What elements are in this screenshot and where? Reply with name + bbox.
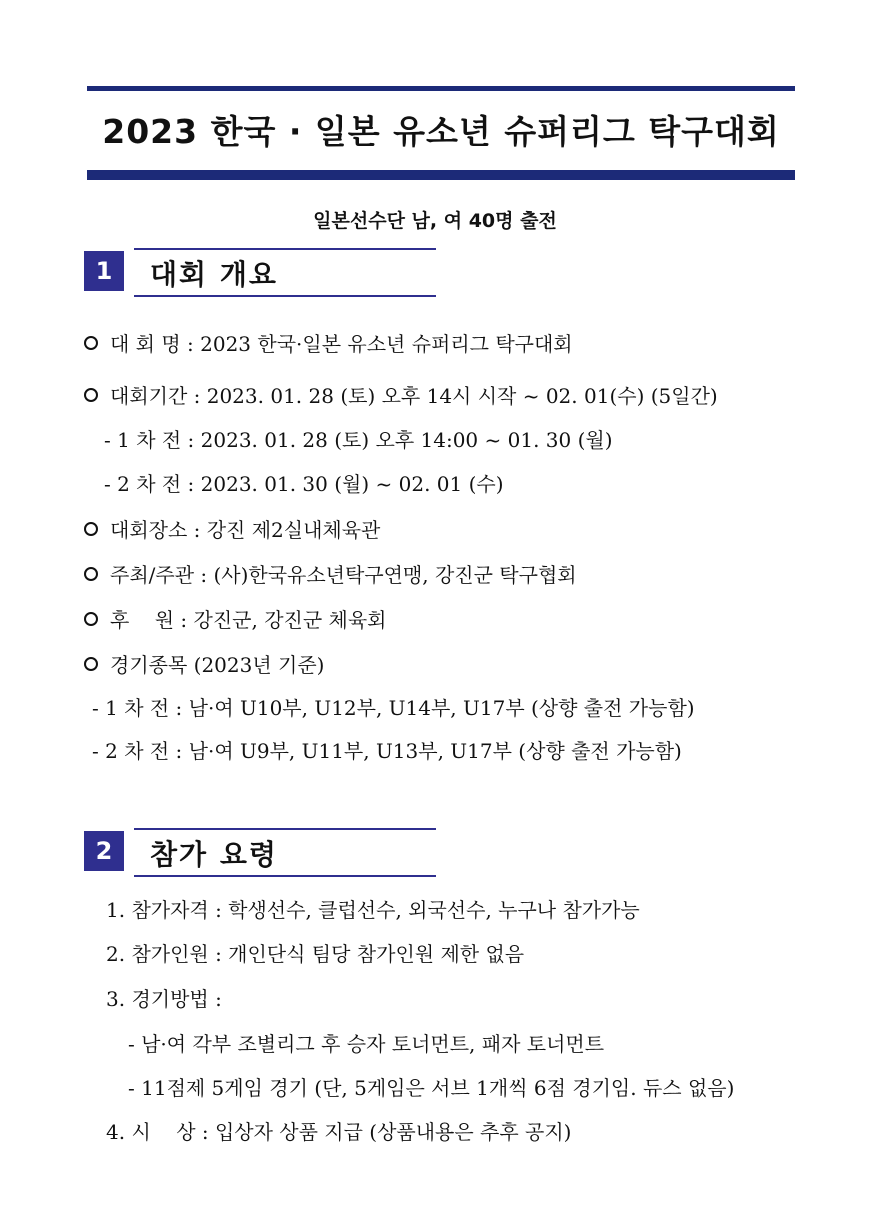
overview-subitem-round2: - 2 차 전 : 2023. 01. 30 (월) ~ 02. 01 (수) bbox=[104, 472, 504, 496]
participation-item-eligibility: 1. 참가자격 : 학생선수, 클럽선수, 외국선수, 누구나 참가가능 bbox=[106, 898, 640, 922]
section-number-badge: 1 bbox=[84, 251, 124, 291]
section-header-bottom-line bbox=[134, 295, 436, 297]
overview-item-sponsor: 후 원 : 강진군, 강진군 체육회 bbox=[84, 606, 386, 634]
overview-item-period: 대회기간 : 2023. 01. 28 (토) 오후 14시 시작 ~ 02. 01(수) (5일간) bbox=[84, 382, 718, 410]
section-number-badge: 2 bbox=[84, 831, 124, 871]
title-top-rule bbox=[87, 86, 795, 91]
participation-item-awards: 4. 시 상 : 입상자 상품 지급 (상품내용은 추후 공지) bbox=[106, 1120, 572, 1144]
section-header-bottom-line bbox=[134, 875, 436, 877]
overview-item-events: 경기종목 (2023년 기준) bbox=[84, 651, 324, 679]
participation-item-method: 3. 경기방법 : bbox=[106, 987, 222, 1011]
overview-subitem-events-round2: - 2 차 전 : 남·여 U9부, U11부, U13부, U17부 (상향 출전 가능함) bbox=[92, 739, 682, 763]
circle-bullet-icon bbox=[84, 657, 98, 671]
subtitle: 일본선수단 남, 여 40명 출전 bbox=[313, 210, 557, 232]
circle-bullet-icon bbox=[84, 388, 98, 402]
participation-subitem-scoring: - 11점제 5게임 경기 (단, 5게임은 서브 1개씩 6점 경기임. 듀스 없음) bbox=[128, 1076, 735, 1100]
section-header-top-line bbox=[134, 828, 436, 830]
overview-subitem-events-round1: - 1 차 전 : 남·여 U10부, U12부, U14부, U17부 (상향 출전 가능함) bbox=[92, 696, 695, 720]
title-bottom-rule bbox=[87, 170, 795, 180]
circle-bullet-icon bbox=[84, 522, 98, 536]
overview-item-venue: 대회장소 : 강진 제2실내체육관 bbox=[84, 516, 380, 544]
participation-subitem-format: - 남·여 각부 조별리그 후 승자 토너먼트, 패자 토너먼트 bbox=[128, 1032, 605, 1056]
page-title: 2023 한국 · 일본 유소년 슈퍼리그 탁구대회 bbox=[102, 112, 780, 151]
section-header-top-line bbox=[134, 248, 436, 250]
circle-bullet-icon bbox=[84, 336, 98, 350]
section-title: 참가 요령 bbox=[150, 838, 278, 871]
overview-subitem-round1: - 1 차 전 : 2023. 01. 28 (토) 오후 14:00 ~ 01. 30 (월) bbox=[104, 428, 613, 452]
overview-item-name: 대 회 명 : 2023 한국·일본 유소년 슈퍼리그 탁구대회 bbox=[84, 330, 573, 358]
section-title: 대회 개요 bbox=[150, 258, 278, 291]
participation-item-headcount: 2. 참가인원 : 개인단식 팀당 참가인원 제한 없음 bbox=[106, 942, 525, 966]
circle-bullet-icon bbox=[84, 612, 98, 626]
circle-bullet-icon bbox=[84, 567, 98, 581]
overview-item-host: 주최/주관 : (사)한국유소년탁구연맹, 강진군 탁구협회 bbox=[84, 561, 577, 589]
